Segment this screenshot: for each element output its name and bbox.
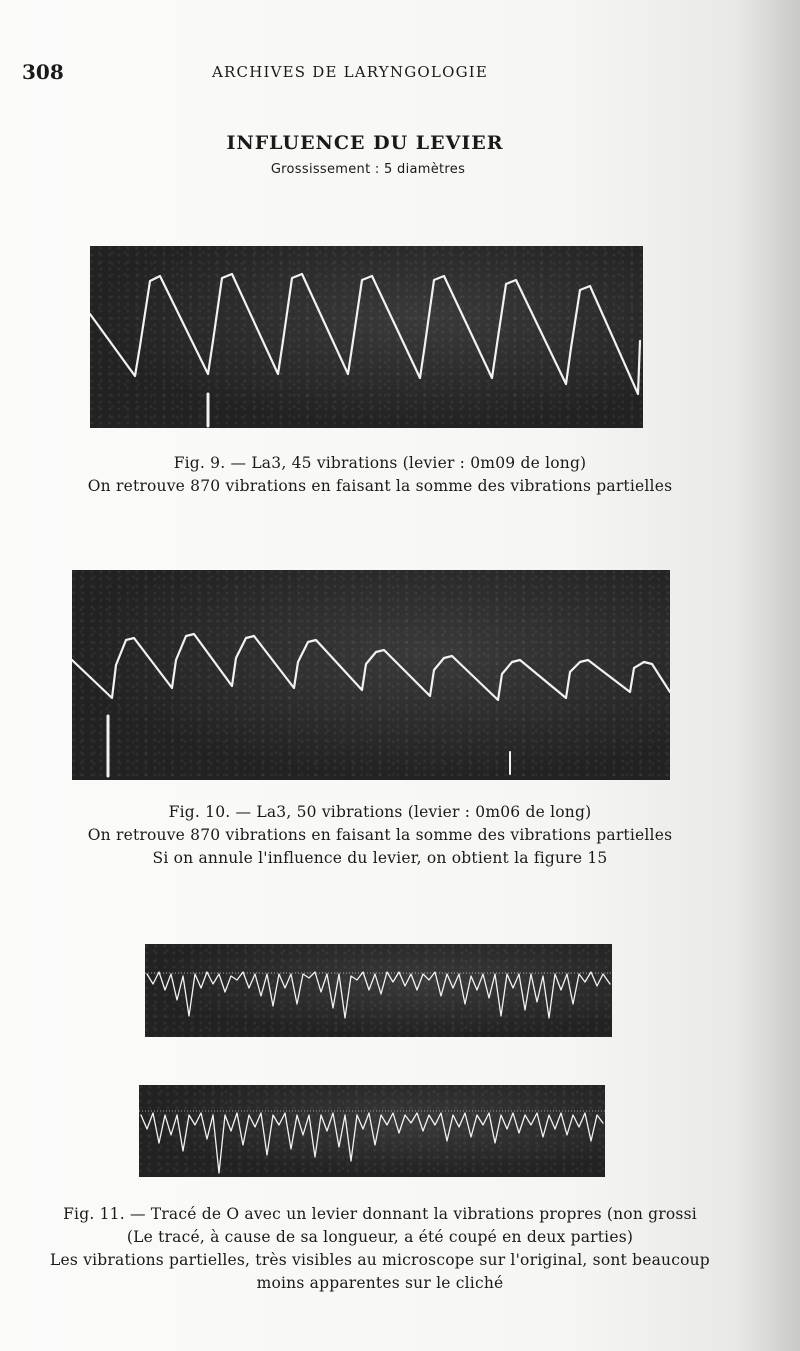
figure-11-caption — [0, 1203, 760, 1295]
caption-line: Fig. 9. — La3, 45 vibrations (levier : 0m09 de long) — [173, 454, 587, 472]
figure-9-caption — [0, 452, 760, 498]
caption-line: Fig. 11. — Tracé de O avec un levier donnant la vibrations propres (non grossi — [63, 1205, 697, 1223]
figure-10-caption — [0, 801, 760, 870]
figure-11-plate-part-2 — [139, 1085, 605, 1177]
figure-11-trace-1 — [145, 944, 612, 1037]
caption-line: Les vibrations partielles, très visibles au microscope sur l'original, sont beaucoup — [50, 1251, 710, 1269]
section-title: INFLUENCE DU LEVIER — [226, 132, 504, 154]
figure-11-trace-2 — [139, 1085, 605, 1177]
caption-line: (Le tracé, à cause de sa longueur, a été coupé en deux parties) — [126, 1228, 634, 1246]
caption-line: moins apparentes sur le cliché — [256, 1274, 504, 1292]
figure-10-plate — [72, 570, 670, 780]
running-head — [0, 60, 800, 86]
figure-10-trace — [72, 570, 670, 780]
figure-9-plate — [90, 246, 643, 428]
page-number: 308 — [22, 60, 64, 84]
caption-line: On retrouve 870 vibrations en faisant la somme des vibrations partielles — [87, 477, 673, 495]
caption-line: On retrouve 870 vibrations en faisant la somme des vibrations partielles — [87, 826, 673, 844]
caption-line: Fig. 10. — La3, 50 vibrations (levier : 0m06 de long) — [168, 803, 592, 821]
section-subtitle: Grossissement : 5 diamètres — [270, 162, 466, 177]
figure-9-trace — [90, 246, 643, 428]
figure-11-plate-part-1 — [145, 944, 612, 1037]
caption-line: Si on annule l'influence du levier, on obtient la figure 15 — [152, 849, 608, 867]
journal-title: ARCHIVES DE LARYNGOLOGIE — [212, 63, 489, 81]
